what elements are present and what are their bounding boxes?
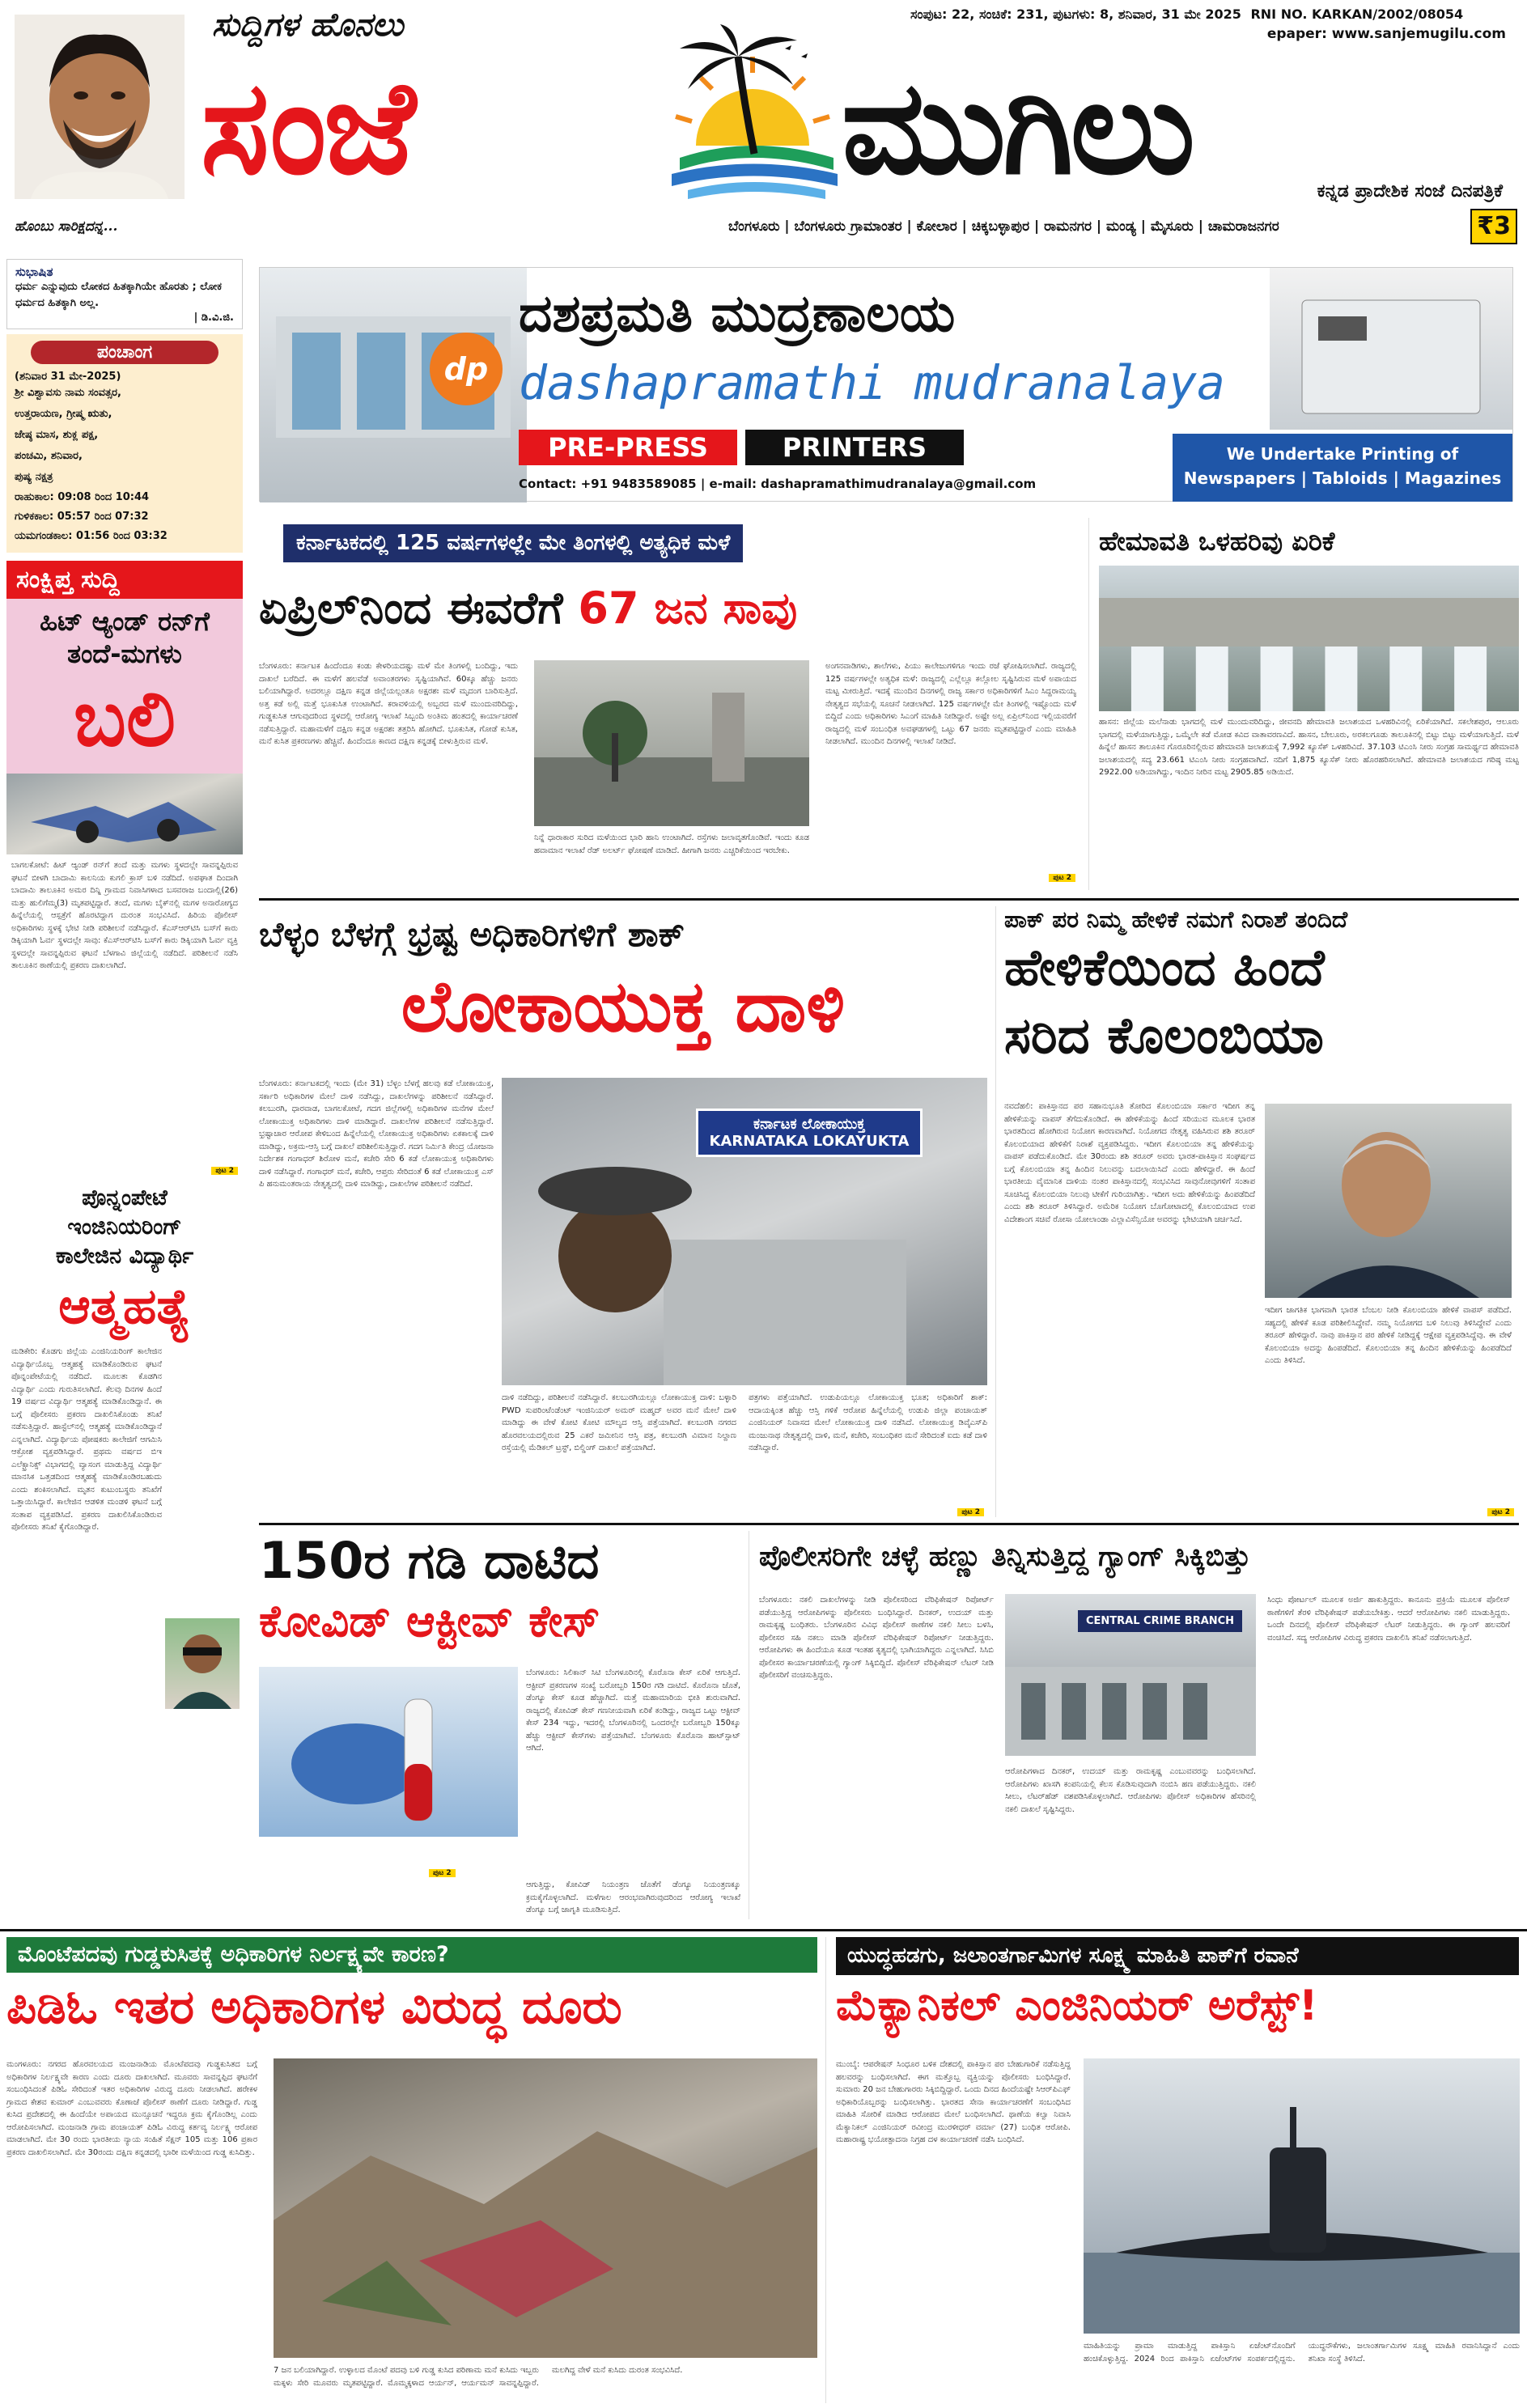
colombia-headline-1: ಹೇಳಿಕೆಯಿಂದ ಹಿಂದೆ	[1004, 938, 1325, 997]
panchanga-item: ಶ್ರೀ ವಿಶ್ವಾವಸು ನಾಮ ಸಂವತ್ಸರ,	[15, 387, 121, 399]
ad-contact: Contact: +91 9483589085 | e-mail: dashapramathimudranalaya@gmail.com	[519, 477, 1037, 491]
engineer-col-1: ಮುಂಬೈ: ಆಪರೇಷನ್ ಸಿಂಧೂರ ಬಳಿಕ ದೇಶದಲ್ಲಿ ಪಾಕಿಸ್ತಾನ ಪರ ಬೇಹುಗಾರಿಕೆ ನಡೆಸುತ್ತಿದ್ದ ಹಲವರನ್ನು ಬಂಧಿಸಲಾಗಿದೆ. ಈಗ ಮತ್ತೊಬ್ಬ ವ್ಯಕ್ತಿಯನ್ನು ಪೊಲೀಸರು ಬಂಧಿಸಿದ್ದಾರೆ. ಸುಮಾರು 20 ಜನ ಬೇಹುಗಾರರು ಸಿಕ್ಕಿಬಿದ್ದಿದ್ದಾರೆ. ಒಂದು ದಿನದ ಹಿಂದೆಯಷ್ಟೇ ಸಿಆರ್‌ಪಿಎಫ್ ಅಧಿಕಾರಿಯೊಬ್ಬರನ್ನು ಬಂಧಿಸಲಾಗಿತ್ತು. ಭಾರತದ ಸೇನಾ ಕಾರ್ಯಾಚರಣೆಗೆ ಸಂಬಂಧಿಸಿದ ಮಾಹಿತಿ ಸೋರಿಕೆ ಮಾಡಿದ ಆರೋಪದ ಮೇಲೆ ಬಂಧಿಸಲಾಗಿದೆ. ಥಾಣೆಯ ಕಲ್ವಾ ನಿವಾಸಿ ಮೆಕ್ಯಾನಿಕಲ್ ಎಂಜಿನಿಯರ್ ರವೀಂದ್ರ ಮುರಳೀಧರ್ ವರ್ಮಾ (27) ಬಂಧಿತ ಆರೋಪಿ. ಮಹಾರಾಷ್ಟ್ರ ಭಯೋತ್ಪಾದನಾ ನಿಗ್ರಹ ದಳ ಕಾರ್ಯಾಚರಣೆ ನಡೆಸಿ ಬಂಧಿಸಿದೆ.	[836, 2060, 1071, 2144]
lokayukta-kicker: ಬೆಳ್ಳಂ ಬೆಳಗ್ಗೆ ಭ್ರಷ್ಟ ಅಧಿಕಾರಿಗಳಿಗೆ ಶಾಕ್	[259, 914, 685, 954]
covid-headline-1: 150ರ ಗಡಿ ದಾಟಿದ	[259, 1531, 600, 1590]
ad-title-kannada: ದಶಪ್ರಮತಿ ಮುದ್ರಣಾಲಯ	[519, 284, 956, 344]
sunset-palm-logo	[664, 24, 842, 210]
brief-head: ತಂದೆ-ಮಗಳು	[67, 638, 182, 669]
pdo-headline: ಪಿಡಿಓ ಇತರ ಅಧಿಕಾರಿಗಳ ವಿರುದ್ಧ ದೂರು	[6, 1979, 622, 2034]
regions-line: ಬೆಂಗಳೂರು | ಬೆಂಗಳೂರು ಗ್ರಾಮಾಂತರ | ಕೋಲಾರ | ಚಿಕ್ಕಬಳ್ಳಾಪುರ | ರಾಮನಗರ | ಮಂಡ್ಯ | ಮೈಸೂರು | ಚಾಮರಾಜನಗರ	[728, 218, 1279, 235]
lokayukta-col-1: ಬೆಂಗಳೂರು: ಕರ್ನಾಟಕದಲ್ಲಿ ಇಂದು (ಮೇ 31) ಬೆಳ್ಳಂ ಬೆಳಗ್ಗೆ ಹಲವು ಕಡೆ ಲೋಕಾಯುಕ್ತ, ಸರ್ಕಾರಿ ಅಧಿಕಾರಿಗಳ ಮೇಲೆ ದಾಳಿ ನಡೆಸಿದ್ದು, ದಾಖಲೆಗಳನ್ನು ಪರಿಶೀಲನೆ ನಡೆಸಿದ್ದಾರೆ. ಕಲಬುರಗಿ, ಧಾರವಾಡ, ಬಾಗಲಕೋಟೆ, ಗದಗ ಜಿಲ್ಲೆಗಳಲ್ಲಿ ಅಧಿಕಾರಿಗಳ ಮನೆಗಳ ಮೇಲೆ ಲೋಕಾಯುಕ್ತ ಅಧಿಕಾರಿಗಳು ದಾಳಿ ಮಾಡಿದ್ದಾರೆ. ದಾಖಲೆಗಳ ಪರಿಶೀಲನೆ ನಡೆಸುತ್ತಿದ್ದಾರೆ. ಭ್ರಷ್ಟಾಚಾರ ಆರೋಪ ಕೇಳಿಬಂದ ಹಿನ್ನೆಲೆಯಲ್ಲಿ ಲೋಕಾಯುಕ್ತ ಅಧಿಕಾರಿಗಳು ಏಕಕಾಲಕ್ಕೆ ದಾಳಿ ಮಾಡಿದ್ದು, ಅಕ್ರಮ-ಆಸ್ತಿ ಬಗ್ಗೆ ದಾಖಲೆ ಪರಿಶೀಲಿಸುತ್ತಿದ್ದಾರೆ. ಗದಗ ನಿರ್ಮಿತಿ ಕೇಂದ್ರ ಯೋಜನಾ ನಿರ್ದೇಶಕ ಗಂಗಾಧರ್ ಶಿರೋಳ ಮನೆ, ಕಚೇರಿ ಸೇರಿ 6 ಕಡೆ ಲೋಕಾಯುಕ್ತ ಅಧಿಕಾರಿಗಳು ದಾಳಿ ನಡೆಸಿದ್ದಾರೆ. ಗಂಗಾಧರ್ ಮನೆ, ಕಚೇರಿ, ಆಪ್ತರು ಸೇರಿದಂತೆ 6 ಕಡೆ ಲೋಕಾಯುಕ್ತ ಎಸ್ ಪಿ ಹನುಮಂತರಾಯ ನೇತೃತ್ವದಲ್ಲಿ ದಾಳಿ ಮಾಡಿದ್ದು, ದಾಖಲೆಗಳ ಪರಿಶೀಲನೆ ನಡೆದಿದೆ.	[259, 1079, 494, 1189]
covid-col-2: ಆಗುತ್ತಿದ್ದು, ಕೋವಿಡ್ ನಿಯಂತ್ರಣ ಜೊತೆಗೆ ಡೆಂಗ್ಯೂ ನಿಯಂತ್ರಣಕ್ಕೂ ಕ್ರಮಕೈಗೊಳ್ಳಲಾಗಿದೆ. ಮಳೆಗಾಲ ಆರಂಭವಾಗಿರುವುದರಿಂದ ಆರೋಗ್ಯ ಇಲಾಖೆ ಡೆಂಗ್ಯೂ ಬಗ್ಗೆ ಜಾಗೃತಿ ಮೂಡಿಸುತ್ತಿದೆ.	[526, 1880, 740, 1914]
divider	[0, 1929, 1527, 1931]
rain-col-1: ಬೆಂಗಳೂರು: ಕರ್ನಾಟಕ ಹಿಂದೆಂದೂ ಕಂಡು ಕೇಳರಿಯದಷ್ಟು ಮಳೆ ಮೇ ತಿಂಗಳಲ್ಲಿ ಬಂದಿದ್ದು, ಇದು ದಾಖಲೆ ಬರೆದಿದೆ. ಈ ಮಳೆಗೆ ಹಲವೆಡೆ ಅವಾಂತರಗಳು ಸೃಷ್ಟಿಯಾಗಿವೆ. 60ಕ್ಕೂ ಹೆಚ್ಚು ಜನರು ಬಲಿಯಾಗಿದ್ದಾರೆ. ಅದರಲ್ಲೂ ದಕ್ಷಿಣ ಕನ್ನಡ ಜಿಲ್ಲೆಯಲ್ಲಂತೂ ಅಕ್ಷರಶಃ ಮಳೆ ಮೃದಂಗ ಬಾರಿಸುತ್ತಿದೆ. ಅತ್ತ ಕಡೆ ಅಲ್ಲಿ ಮತ್ತೆ ಭೂಕುಸಿತ ಉಂಟಾಗಿದೆ. ಕರಾವಳಿಯಲ್ಲಿ ಅಬ್ಬರದ ಮಳೆ ಮುಂದುವರಿದಿದ್ದು, ಗುಡ್ಡಕುಸಿತ ಆಗುವುದರಿಂದ ಸ್ಥಳದಲ್ಲಿ ಆರೋಗ್ಯ ಇಲಾಖೆ ಸಿಬ್ಬಂದಿ ಅಂತಿಮ ಹಂತದಲ್ಲಿ ಕಾರ್ಯಾಚರಣೆ ನಡೆಸುತ್ತಿದ್ದಾರೆ. ಮಹಾಮಳೆಗೆ ದಕ್ಷಿಣ ಕನ್ನಡ ಅಕ್ಷರಶಃ ತತ್ತರಿಸಿ ಹೋಗಿದೆ. ಭೂಕುಸಿತ, ಗೋಡೆ ಕುಸಿತ, ಮನೆ ಕುಸಿತ ಪ್ರಕರಣಗಳು ಹೆಚ್ಚಿವೆ. ಹಿಂದೆಂದೂ ಕಾಣದ ದಕ್ಷಿಣ ಕನ್ನಡಕ್ಕೆ ಬೀಳುತ್ತಿರುವ ಮಳೆ.	[259, 662, 518, 746]
brief-accident-text: ಬಾಗಲಕೋಟೆ: ಹಿಟ್ ಆ್ಯಂಡ್ ರನ್‌ಗೆ ತಂದೆ ಮತ್ತು ಮಗಳು ಸ್ಥಳದಲ್ಲೇ ಸಾವನ್ನಪ್ಪಿರುವ ಘಟನೆ ಬೀಳಗಿ ಬಾದಾಮಿ ಕಾಲನಿಯ ಕುಗಲಿ ಕ್ರಾಸ್ ಬಳಿ ನಡೆದಿದೆ. ಅಪಘಾತ ದಿಂದಾಗಿ ಬಾದಾಮಿ ತಾಲೂಕಿನ ಅಮರ ದಿನ್ನಿ ಗ್ರಾಮದ ನಿವಾಸಿಗಳಾದ ಬಸವರಾಜ ಬಂದಾಲ್ಲಿ(26) ಮತ್ತು ಹುಲಿಗೆಮ್ಮ(3) ಮೃತಪಟ್ಟಿದ್ದಾರೆ. ತಂದೆ, ಮಗಳು ಬೈಕ್‌ನಲ್ಲಿ ಮಗಳ ಅನಾರೋಗ್ಯದ ಹಿನ್ನೆಲೆಯಲ್ಲಿ ಆಸ್ಪತ್ರೆಗೆ ಹೊರಟಿದ್ದಾಗ ದುರಂತ ಸಂಭವಿಸಿದೆ. ಹಿರಿಯ ಪೊಲೀಸ್ ಅಧಿಕಾರಿಗಳು ಸ್ಥಳಕ್ಕೆ ಭೇಟಿ ನೀಡಿ ಪರಿಶೀಲನೆ ನಡೆಸಿದ್ದಾರೆ. ಕೆಎಸ್‌ಆರ್‌ಟಿಸಿ ಬಸ್‌ಗೆ ಕಾರು ಡಿಕ್ಕಿಯಾಗಿ ಓರ್ವ ಸ್ಥಳದಲ್ಲೇ ಸಾವು: ಕೆಎಸ್‌ಆರ್‌ಟಿಸಿ ಬಸ್‌ಗೆ ಕಾರು ಡಿಕ್ಕಿಯಾಗಿ ಓರ್ವ ವ್ಯಕ್ತಿ ಸ್ಥಳದಲ್ಲೇ ಸಾವನ್ನಪ್ಪಿರುವ ಘಟನೆ ಬೆಳಗಾವಿ ಜಿಲ್ಲೆಯಲ್ಲಿ ನಡೆದಿದೆ. ಪರಿಶೀಲನೆ ನಡೆಸಿ ತಾಲೂಕಿನ ಠಾಣೆಯಲ್ಲಿ ಪ್ರಕರಣ ದಾಖಲಾಗಿದೆ.	[11, 861, 238, 970]
masthead-name-left: ಸಂಜೆ	[201, 52, 413, 203]
timing-value: 01:56 ರಿಂದ 03:32	[75, 530, 168, 542]
timing-label: ಯಮಗಂಡಕಾಲ:	[15, 530, 73, 542]
accident-photo	[6, 774, 243, 854]
ad-logo: dp	[430, 333, 503, 405]
timing-row	[15, 527, 235, 546]
continued-tag[interactable]: ಪುಟ 2	[1049, 874, 1075, 882]
panchanga-item: ಜೇಷ್ಠ ಮಾಸ, ಶುಕ್ಲ ಪಕ್ಷ,	[15, 429, 99, 441]
brief-suicide-text: ಮಡಿಕೇರಿ: ಕೊಡಗು ಜಿಲ್ಲೆಯ ಎಂಜಿನಿಯರಿಂಗ್ ಕಾಲೇಜಿನ ವಿದ್ಯಾರ್ಥಿಯೊಬ್ಬ ಆತ್ಮಹತ್ಯೆ ಮಾಡಿಕೊಂಡಿರುವ ಘಟನೆ ಪೊನ್ನಂಪೇಟೆಯಲ್ಲಿ ನಡೆದಿದೆ. ಮೂಲತಃ ಕೊಡಗಿನ ವಿದ್ಯಾರ್ಥಿ ಎಂದು ಗುರುತಿಸಲಾಗಿದೆ. ಕೆಲವು ದಿನಗಳ ಹಿಂದೆ 19 ವರ್ಷದ ವಿದ್ಯಾರ್ಥಿ ಆತ್ಮಹತ್ಯೆ ಮಾಡಿಕೊಂಡಿದ್ದಾನೆ. ಈ ಬಗ್ಗೆ ಪೊಲೀಸರು ಪ್ರಕರಣ ದಾಖಲಿಸಿಕೊಂಡು ತನಿಖೆ ನಡೆಸುತ್ತಿದ್ದಾರೆ. ಹಾಸ್ಟೆಲ್‌ನಲ್ಲಿ ಆತ್ಮಹತ್ಯೆ ಮಾಡಿಕೊಂಡಿದ್ದಾನೆ ಎನ್ನಲಾಗಿದೆ. ವಿದ್ಯಾರ್ಥಿಯ ಪೋಷಕರು ಕಾಲೇಜಿಗೆ ಆಗಮಿಸಿ ಆಕ್ರೋಶ ವ್ಯಕ್ತಪಡಿಸಿದ್ದಾರೆ. ಪ್ರಥಮ ವರ್ಷದ ಬಿಇ ಎಲೆಕ್ಟ್ರಾನಿಕ್ಸ್ ವಿಭಾಗದಲ್ಲಿ ವ್ಯಾಸಂಗ ಮಾಡುತ್ತಿದ್ದ ವಿದ್ಯಾರ್ಥಿ ಮಾನಸಿಕ ಒತ್ತಡದಿಂದ ಆತ್ಮಹತ್ಯೆ ಮಾಡಿಕೊಂಡಿರಬಹುದು ಎಂದು ಶಂಕಿಸಲಾಗಿದೆ. ಮೃತನ ಕುಟುಂಬಸ್ಥರು ತನಿಖೆಗೆ ಒತ್ತಾಯಿಸಿದ್ದಾರೆ. ಕಾಲೇಜಿನ ಆಡಳಿತ ಮಂಡಳಿ ಘಟನೆ ಬಗ್ಗೆ ಸಂತಾಪ ವ್ಯಕ್ತಪಡಿಸಿದೆ. ಪ್ರಕರಣ ದಾಖಲಿಸಿಕೊಂಡಿರುವ ಪೊಲೀಸರು ತನಿಖೆ ಕೈಗೊಂಡಿದ್ದಾರೆ.	[11, 1347, 162, 1532]
tharoor-photo	[1265, 1104, 1512, 1298]
subhashita-text: ಧರ್ಮ ಎನ್ನುವುದು ಲೋಕದ ಹಿತಕ್ಕಾಗಿಯೇ ಹೊರತು ; ಲೋಕ ಧರ್ಮದ ಹಿತಕ್ಕಾಗಿ ಅಲ್ಲ.	[15, 281, 223, 309]
story-pdo	[6, 1937, 817, 2403]
gang-col-1: ಬೆಂಗಳೂರು: ನಕಲಿ ದಾಖಲೆಗಳನ್ನು ನೀಡಿ ಪೊಲೀಸರಿಂದ ವೆರಿಫಿಕೇಷನ್ ರಿಪೋರ್ಟ್ ಪಡೆಯುತ್ತಿದ್ದ ಆರೋಪಿಗಳನ್ನು ಪೊಲೀಸರು ಬಂಧಿಸಿದ್ದಾರೆ. ದಿನಕರ್, ಉದಯ್ ಮತ್ತು ರಾಮಕೃಷ್ಣ ಬಂಧಿತರು. ಬೆಂಗಳೂರಿನ ವಿವಿಧ ಪೊಲೀಸ್ ಠಾಣೆಗಳ ನಕಲಿ ಸೀಲು ಬಳಸಿ, ಪೊಲೀಸರ ಸಹಿ ನಕಲು ಮಾಡಿ ಪೊಲೀಸ್ ವೆರಿಫಿಕೇಷನ್ ರಿಪೋರ್ಟ್ ನೀಡುತ್ತಿದ್ದರು. ಆರೋಪಿಗಳು ಈ ಹಿಂದೆಯೂ ಕೂಡ ಇಂತಹ ಕೃತ್ಯದಲ್ಲಿ ಭಾಗಿಯಾಗಿದ್ದರು ಎನ್ನಲಾಗಿದೆ. ಸಿಸಿಬಿ ಪೊಲೀಸರ ಕಾರ್ಯಾಚರಣೆಯಲ್ಲಿ ಗ್ಯಾಂಗ್ ಸಿಕ್ಕಿಬಿದ್ದಿದೆ. ಪೊಲೀಸ್ ವೆರಿಫಿಕೇಷನ್ ಲೆಟರ್ ನೀಡಿ ಪೊಲೀಸರಿಗೆ ವಂಚಿಸುತ್ತಿದ್ದರು.	[759, 1596, 994, 1680]
ad-promo	[1173, 434, 1512, 502]
engineer-kicker: ಯುದ್ಧಹಡಗು, ಜಲಾಂತರ್ಗಾಮಿಗಳ ಸೂಕ್ಷ್ಮ ಮಾಹಿತಿ ಪಾಕ್‌ಗೆ ರವಾನೆ	[836, 1937, 1519, 1975]
panchanga-title: ಪಂಚಾಂಗ	[31, 341, 218, 364]
gang-col-3: ಸಿಂಧು ಪೋರ್ಟಲ್ ಮೂಲಕ ಅರ್ಜಿ ಹಾಕುತ್ತಿದ್ದರು. ಕಾನೂನು ಪ್ರಕ್ರಿಯೆ ಮೂಲಕ ಪೊಲೀಸ್ ಠಾಣೆಗಳಿಗೆ ತೆರಳಿ ವೆರಿಫಿಕೇಷನ್ ಪಡೆಯಬೇಕಿತ್ತು. ಆದರೆ ಆರೋಪಿಗಳು ನಕಲಿ ಮಾಡುತ್ತಿದ್ದರು. ಒಂದೇ ದಿನದಲ್ಲಿ ಪೊಲೀಸ್ ವೆರಿಫಿಕೇಷನ್ ಲೆಟರ್ ನೀಡುತ್ತಿದ್ದರು. ಈ ಗ್ಯಾಂಗ್ ಹಲವರಿಗೆ ವಂಚಿಸಿದೆ. ಸದ್ಯ ಆರೋಪಿಗಳ ವಿರುದ್ಧ ಪ್ರಕರಣ ದಾಖಲಿಸಿ ತನಿಖೆ ನಡೆಸಲಾಗುತ್ತಿದೆ.	[1267, 1596, 1510, 1643]
gang-headline: ಪೊಲೀಸರಿಗೇ ಚಳ್ಳೆ ಹಣ್ಣು ತಿನ್ನಿಸುತ್ತಿದ್ದ ಗ್ಯಾಂಗ್ ಸಿಕ್ಕಿಬಿತ್ತು	[759, 1541, 1251, 1573]
masthead	[0, 0, 1527, 257]
divider	[259, 898, 1519, 901]
rain-headline-a: ಏಪ್ರಿಲ್‌ನಿಂದ ಈವರೆಗೆ	[259, 583, 579, 634]
epaper-link[interactable]: epaper: www.sanjemugilu.com	[1266, 26, 1506, 42]
brief-big-word: ಆತ್ಮಹತ್ಯೆ	[58, 1278, 191, 1335]
story-engineer	[825, 1937, 1519, 2403]
panchanga-date: (ಶನಿವಾರ 31 ಮೇ-2025)	[15, 371, 121, 383]
story-gang	[749, 1531, 1519, 1919]
founder-signature: ಹೊಂಬು ಸಾರಿಕ್ಷದನ್ನ...	[15, 218, 118, 235]
continued-tag[interactable]: ಪುಟ 2	[1487, 1508, 1514, 1516]
lokayukta-col-3: ಪತ್ರಗಳು ಪತ್ತೆಯಾಗಿದೆ. ಉಡುಪಿಯಲ್ಲೂ ಲೋಕಾಯುಕ್ತ ಭೂತ; ಅಧಿಕಾರಿಗೆ ಶಾಕ್: ಆದಾಯಕ್ಕಿಂತ ಹೆಚ್ಚು ಆಸ್ತಿ ಗಳಿಕೆ ಆರೋಪ ಹಿನ್ನೆಲೆಯಲ್ಲಿ ಉಡುಪಿ ಜಿಲ್ಲಾ ಪಂಚಾಯತ್ ಎಂಜಿನಿಯರ್ ನಿವಾಸದ ಮೇಲೆ ಲೋಕಾಯುಕ್ತ ದಾಳಿ ನಡೆಸಿದೆ. ಲೋಕಾಯುಕ್ತ ಡಿವೈಎಸ್‌ಪಿ ಮಂಜುನಾಥ ನೇತೃತ್ವದಲ್ಲಿ ದಾಳಿ, ಮನೆ, ಕಚೇರಿ, ಸಂಬಂಧಿಕರ ಮನೆ ಸೇರಿದಂತೆ ಐದು ಕಡೆ ದಾಳಿ ನಡೆಸಿದ್ದಾರೆ.	[749, 1393, 987, 1452]
lokayukta-sign-kn: ಕರ್ನಾಟಕ ಲೋಕಾಯುಕ್ತ	[753, 1116, 866, 1133]
ad-btn-printers: PRINTERS	[745, 430, 964, 465]
hemavathi-text: ಹಾಸನ: ಜಿಲ್ಲೆಯ ಮಲೆನಾಡು ಭಾಗದಲ್ಲಿ ಮಳೆ ಮುಂದುವರಿದಿದ್ದು, ಜೀವನದಿ ಹೇಮಾವತಿ ಜಲಾಶಯದ ಒಳಹರಿವಿನಲ್ಲಿ ಏರಿಕೆಯಾಗಿದೆ. ಸಕಲೇಶಪುರ, ಆಲೂರು ಭಾಗದಲ್ಲಿ ಮಳೆಯಾಗುತ್ತಿದ್ದು, ಒಮ್ಮೆಲೇ ಕಡೆ ಮೋಡ ಕವಿದ ವಾತಾವರಣವಿದೆ. ಹಾಸನ, ಬೇಲೂರು, ಅರಕಲಗೂಡು ತಾಲೂಕಿನಲ್ಲಿ ಬಿಟ್ಟು ಬಿಟ್ಟು ಮಳೆಯಾಗುತ್ತಿದೆ. ಮಳೆ ಹಿನ್ನೆಲೆ ಹಾಸನ ತಾಲೂಕಿನ ಗೊರೂರಿನಲ್ಲಿರುವ ಹೇಮಾವತಿ ಜಲಾಶಯಕ್ಕೆ 7,992 ಕ್ಯೂಸೆಕ್ ಒಳಹರಿವಿದೆ. 37.103 ಟಿಎಂಸಿ ನೀರು ಸಂಗ್ರಹ ಸಾಮರ್ಥ್ಯದ ಹೇಮಾವತಿ ಜಲಾಶಯದಲ್ಲಿ ಸದ್ಯ 23.661 ಟಿಎಂಸಿ ನೀರು ಸಂಗ್ರಹವಾಗಿದೆ. ನದಿಗೆ 1,875 ಕ್ಯೂಸೆಕ್ ನೀರು ಹೊರಹರಿಸಲಾಗಿದೆ. ಹೇಮಾವತಿ ಜಲಾಶಯದ ಗರಿಷ್ಠ ಮಟ್ಟ 2922.00 ಅಡಿಯಾಗಿದ್ದು, ಇಂದಿನ ನೀರಿನ ಮಟ್ಟ 2905.85 ಅಡಿಯಿದೆ.	[1099, 718, 1519, 777]
subhashita-author: | ಡಿ.ವಿ.ಜಿ.	[193, 312, 234, 324]
rain-photo	[534, 660, 809, 826]
story-covid	[259, 1531, 740, 1919]
brief-big-word: ಬಲಿ	[73, 673, 176, 764]
pdo-photo-caption: 7 ಜನ ಬಲಿಯಾಗಿದ್ದಾರೆ. ಉಳ್ಳಾಲದ ಮೊಂಟೆ ಪದವು ಬಳಿ ಗುಡ್ಡ ಕುಸಿದ ಪರಿಣಾಮ ಮನೆ ಕುಸಿದು ಇಬ್ಬರು ಮಕ್ಕಳು ಸೇರಿ ಮೂವರು ಮೃತಪಟ್ಟಿದ್ದಾರೆ. ಮೊಮ್ಮಕ್ಕಳಾದ ಆರ್ಯನ್, ಆರ್ಯಮನ್ ಸಾವನ್ನಪ್ಪಿದ್ದಾರೆ. ಮಲಗಿದ್ದ ವೇಳೆ ಮನೆ ಕುಸಿದು ದುರಂತ ಸಂಭವಿಸಿದೆ.	[274, 2366, 683, 2388]
student-photo	[165, 1618, 240, 1709]
lokayukta-sign-en: KARNATAKA LOKAYUKTA	[709, 1133, 910, 1150]
panchanga-box	[6, 334, 243, 553]
brief-head: ಕಾಲೇಜಿನ ವಿದ್ಯಾರ್ಥಿ	[55, 1244, 194, 1269]
masthead-tagline: ಸುದ್ದಿಗಳ ಹೊನಲು	[212, 6, 404, 44]
timing-label: ಗುಳಿಕಕಾಲ:	[15, 511, 54, 523]
rain-headline	[259, 583, 797, 634]
pdo-col-1: ಮಂಗಳೂರು: ನಗರದ ಹೊರವಲಯದ ಮಂಜನಾಡಿಯ ಮೊಂಟೆಪದವು ಗುಡ್ಡಕುಸಿತದ ಬಗ್ಗೆ ಅಧಿಕಾರಿಗಳ ನಿರ್ಲಕ್ಷ್ಯವೇ ಕಾರಣ ಎಂದು ದೂರು ದಾಖಲಾಗಿದೆ. ಮೂವರು ಸಾವನ್ನಪ್ಪಿದ ಘಟನೆಗೆ ಸಂಬಂಧಿಸಿದಂತೆ ಪಿಡಿಓ ಸೇರಿದಂತೆ ಇತರ ಅಧಿಕಾರಿಗಳ ವಿರುದ್ಧ ದೂರು ನೀಡಲಾಗಿದೆ. ಹರೇಕಳ ಗ್ರಾಮದ ಕೇಶವ ಕುಮಾರ್ ಎಂಬುವವರು ಕೊಣಾಜೆ ಪೊಲೀಸ್ ಠಾಣೆಗೆ ದೂರು ನೀಡಿದ್ದಾರೆ. ಗುಡ್ಡ ಕುಸಿದ ಪ್ರದೇಶದಲ್ಲಿ ಈ ಹಿಂದೆಯೇ ಅಪಾಯದ ಮುನ್ಸೂಚನೆ ಇದ್ದರೂ ಕ್ರಮ ಕೈಗೊಂಡಿಲ್ಲ ಎಂದು ಆರೋಪಿಸಲಾಗಿದೆ. ಮಂಜನಾಡಿ ಗ್ರಾಮ ಪಂಚಾಯತ್ ಪಿಡಿಓ ವಿರುದ್ಧ ಕರ್ತವ್ಯ ನಿರ್ಲಕ್ಷ್ಯ ಆರೋಪ ಮಾಡಲಾಗಿದೆ. ಮೇ 30 ರಂದು ಭಾರತೀಯ ನ್ಯಾಯ ಸಂಹಿತೆ ಸೆಕ್ಷನ್ 105 ಮತ್ತು 106 ಪ್ರಕಾರ ಪ್ರಕರಣ ದಾಖಲಿಸಲಾಗಿದೆ. ಮೇ 30ರಂದು ದಕ್ಷಿಣ ಕನ್ನಡದಲ್ಲಿ ಭಾರೀ ಮಳೆಯಿಂದ ಗುಡ್ಡ ಕುಸಿದಿತ್ತು.	[6, 2060, 257, 2157]
continued-tag[interactable]: ಪುಟ 2	[429, 1869, 456, 1877]
story-rain	[259, 518, 1080, 890]
continued-tag[interactable]: ಪುಟ 2	[957, 1508, 984, 1516]
colombia-kicker: ಪಾಕ್ ಪರ ನಿಮ್ಮ ಹೇಳಿಕೆ ನಮಗೆ ನಿರಾಶೆ ತಂದಿದೆ	[1004, 906, 1348, 933]
panchanga-item: ಪುಷ್ಯ ನಕ್ಷತ್ರ	[15, 471, 53, 483]
colombia-headline-2: ಸರಿದ ಕೊಲಂಬಿಯಾ	[1004, 1006, 1324, 1065]
rain-headline-b: 67 ಜನ ಸಾವು	[578, 583, 798, 634]
ad-banner[interactable]	[259, 267, 1513, 502]
engineer-photo-caption: ಮಾಹಿತಿಯನ್ನು ಪ್ರಾಮಾ ಮಾಡುತ್ತಿದ್ದ ಪಾಕಿಸ್ತಾನಿ ಏಜೆಂಟ್‌ನೊಂದಿಗೆ ಹಂಚಿಕೊಳ್ಳುತ್ತಿದ್ದ. 2024 ರಿಂದ ಪಾಕಿಸ್ತಾನಿ ಏಜೆಂಟ್‌ಗಳ ಸಂಪರ್ಕದಲ್ಲಿದ್ದನು. ಯುದ್ಧನೌಕೆಗಳು, ಜಲಾಂತರ್ಗಾಮಿಗಳ ಸೂಕ್ಷ್ಮ ಮಾಹಿತಿ ರವಾನಿಸಿದ್ದಾನೆ ಎಂದು ತನಿಖಾ ಸಂಸ್ಥೆ ತಿಳಿಸಿದೆ.	[1084, 2342, 1520, 2363]
lokayukta-col-2: ದಾಳಿ ನಡೆದಿದ್ದು, ಪರಿಶೀಲನೆ ನಡೆಸಿದ್ದಾರೆ. ಕಲಬುರಗಿಯಲ್ಲೂ ಲೋಕಾಯುಕ್ತ ದಾಳಿ: ಬಳ್ಳಾರಿ PWD ಸುಪರಿಂಟೆಂಡೆಂಟ್ ಇಂಜಿನಿಯರ್ ಅಮರ್ ಮಹ್ಮದ್ ಅವರ ಮನೆ ಮೇಲೆ ದಾಳಿ ಮಾಡಿದ್ದು ಈ ವೇಳೆ ಕೋಟಿ ಕೋಟಿ ಮೌಲ್ಯದ ಆಸ್ತಿ ಪತ್ತೆಯಾಗಿದೆ. ಕಲಬುರಗಿ ನಗರದ ಹೊರವಲಯದಲ್ಲಿರುವ 25 ಎಕರೆ ಜಮೀನಿನ ಆಸ್ತಿ ಪತ್ರ, ಕಲಬುರಗಿ ವಿಮಾನ ನಿಲ್ದಾಣ ರಸ್ತೆಯಲ್ಲಿ ಮೆಡಿಕಲ್ ಟ್ರಸ್ಟ್, ಬಿಲ್ಡಿಂಗ್ ದಾಖಲೆ ಪತ್ತೆಯಾಗಿದೆ.	[502, 1393, 736, 1452]
subhashita-title: ಸುಭಾಷಿತ	[15, 265, 53, 279]
hemavathi-headline: ಹೇಮಾವತಿ ಒಳಹರಿವು ಏರಿಕೆ	[1099, 526, 1335, 557]
brief-section-title: ಸಂಕ್ಷಿಪ್ತ ಸುದ್ದಿ	[6, 561, 243, 599]
price-badge: ₹3	[1470, 209, 1517, 244]
panchanga-item: ಪಂಚಮಿ, ಶನಿವಾರ,	[15, 450, 83, 462]
landslide-photo	[274, 2058, 817, 2358]
ad-photo-right	[1270, 268, 1512, 430]
subhashita-box	[6, 259, 243, 329]
colombia-photo-caption: ಇದೀಗ ಜಾಗತಿಕ ಭಾಗವಾಗಿ ಭಾರತ ಬೆಂಬಲ ನೀಡಿ ಕೊಲಂಬಿಯಾ ಹೇಳಿಕೆ ವಾಪಸ್ ಪಡೆದಿದೆ. ಸಹ್ಯದಲ್ಲಿ ಹೇಳಿಕೆ ಕೂಡ ಪರಿಶೀಲಿಸಿದ್ದೇವೆ. ನಮ್ಮ ನಿಯೋಗದ ಬಳಿ ನಿಲುವು ತಿಳಿಸಿದ್ದೇವೆ ಎಂದು ತರೂರ್ ಹೇಳಿದ್ದಾರೆ. ನಾವು ಪಾಕಿಸ್ತಾನ ಪರ ಹೇಳಿಕೆ ನೀಡಿದ್ದಕ್ಕೆ ಆಕ್ಷೇಪ ವ್ಯಕ್ತಪಡಿಸಿದ್ದೆವು. ಈ ವೇಳೆ ಕೊಲಂಬಿಯಾ ಅದನ್ನು ಹಿಂಪಡೆದಿದೆ. ಕೊಲಂಬಿಯಾ ತನ್ನ ಹಿಂದಿನ ಹೇಳಿಕೆಯನ್ನು ಹಿಂಪಡೆದಿದೆ ಎಂದು ತಿಳಿಸಿದೆ.	[1265, 1306, 1512, 1365]
timing-value: 05:57 ರಿಂದ 07:32	[57, 511, 149, 523]
ad-title-english: dashapramathi mudranalaya	[519, 355, 1225, 410]
brief-item-suicide	[6, 1184, 243, 1342]
timing-row	[15, 507, 235, 527]
ad-promo-line1: We Undertake Printing of	[1226, 444, 1459, 464]
rain-photo-caption: ನಿನ್ನೆ ಧಾರಾಕಾರ ಸುರಿದ ಮಳೆಯಿಂದ ಭಾರಿ ಹಾನಿ ಉಂಟಾಗಿದೆ. ರಸ್ತೆಗಳು ಜಲಾವೃತಗೊಂಡಿವೆ. ಇಂದು ಕೂಡ ಹವಾಮಾನ ಇಲಾಖೆ ರೆಡ್ ಅಲರ್ಟ್ ಘೋಷಣೆ ಮಾಡಿದೆ. ಹೀಗಾಗಿ ಜನರು ಎಚ್ಚರಿಕೆಯಿಂದ ಇರಬೇಕು.	[534, 833, 809, 855]
story-hemavathi	[1088, 518, 1519, 890]
issue-details: ಸಂಪುಟ: 22, ಸಂಚಿಕೆ: 231, ಪುಟಗಳು: 8, ಶನಿವಾರ, 31 ಮೇ 2025	[910, 6, 1241, 22]
colombia-col-1: ನವದೆಹಲಿ: ಪಾಕಿಸ್ತಾನದ ಪರ ಸಹಾನುಭೂತಿ ತೋರಿದ ಕೊಲಂಬಿಯಾ ಸರ್ಕಾರ ಇದೀಗ ತನ್ನ ಹೇಳಿಕೆಯನ್ನು ವಾಪಸ್ ತೆಗೆದುಕೊಂಡಿದೆ. ಈ ಹೇಳಿಕೆಯನ್ನು ಹಿಂದೆ ಸರಿಯುವ ಮೂಲಕ ಭಾರತ ಭಾರತದಿಂದ ಹೋಗಿರುವ ನಿಯೋಗ ಕಾರಣವಾಗಿದೆ. ನಿಯೋಗದ ನೇತೃತ್ವ ವಹಿಸಿರುವ ಶಶಿ ತರೂರ್ ಕೊಲಂಬಿಯಾದ ಹೇಳಿಕೆಗೆ ನಿರಾಶೆ ವ್ಯಕ್ತಪಡಿಸಿದ್ದರು. ಇದೀಗ ಕೊಲಂಬಿಯಾ ತನ್ನ ಹೇಳಿಕೆಯನ್ನು ವಾಪಸ್ ಪಡೆದುಕೊಂಡಿದೆ. ಮೇ 30ರಂದು ಶಶಿ ತರೂರ್ ಅವರು ಭಾರತ-ಪಾಕಿಸ್ತಾನ ಸಂಘರ್ಷದ ಬಗ್ಗೆ ಕೊಲಂಬಿಯಾ ತನ್ನ ಹಿಂದಿನ ನಿಲುವನ್ನು ಬದಲಾಯಿಸಿದೆ ಎಂದು ಹೇಳಿದ್ದಾರೆ. ಈ ಹಿಂದೆ ಭಾರತೀಯ ವೈಮಾನಿಕ ದಾಳಿಯ ನಂತರ ಪಾಕಿಸ್ತಾನದಲ್ಲಿ ಸಂಭವಿಸಿದ ಸಾವುನೋವುಗಳಿಗೆ ಸಂತಾಪ ಸೂಚಿಸಿದ್ದ ಕೊಲಂಬಿಯಾ ನಿಲುವು ಟೀಕೆಗೆ ಗುರಿಯಾಗಿತ್ತು. ಇದೀಗ ಅದು ಹೇಳಿಕೆಯನ್ನು ಹಿಂಪಡೆದಿದೆ ಎಂದು ಶಶಿ ತರೂರ್ ತಿಳಿಸಿದ್ದಾರೆ. ಅಮೆರಿಕ ನಿಯೋಗ ಬೊಗೋಟಾದಲ್ಲಿ ಕೊಲಂಬಿಯಾದ ಉಪ ವಿದೇಶಾಂಗ ಸಚಿವೆ ರೋಸಾ ಯೋಲಾಂಡಾ ವಿಲ್ಲಾವಿಸೆನ್ಸಿಯೋ ಅವರನ್ನು ಭೇಟಿಯಾಗಿ ಚರ್ಚಿಸಿದೆ.	[1004, 1102, 1255, 1224]
rni-number: RNI NO. KARKAN/2002/08054	[1250, 6, 1464, 22]
panchanga-list	[15, 383, 235, 488]
gang-col-2: ಆರೋಪಿಗಳಾದ ದಿನಕರ್, ಉದಯ್ ಮತ್ತು ರಾಮಕೃಷ್ಣ ಎಂಬುವವರನ್ನು ಬಂಧಿಸಲಾಗಿದೆ. ಆರೋಪಿಗಳು ಖಾಸಗಿ ಕಂಪನಿಯಲ್ಲಿ ಕೆಲಸ ಕೊಡಿಸುವುದಾಗಿ ನಂಬಿಸಿ ಹಣ ಪಡೆಯುತ್ತಿದ್ದರು. ನಕಲಿ ಸೀಲು, ಲೆಟರ್‌ಹೆಡ್ ವಶಪಡಿಸಿಕೊಳ್ಳಲಾಗಿದೆ. ಆರೋಪಿಗಳು ಪೊಲೀಸ್ ಅಧಿಕಾರಿಗಳ ಹೆಸರಿನಲ್ಲಿ ನಕಲಿ ದಾಖಲೆ ಸೃಷ್ಟಿಸಿದ್ದರು.	[1005, 1767, 1256, 1814]
pdo-kicker: ಮೊಂಟೆಪದವು ಗುಡ್ಡಕುಸಿತಕ್ಕೆ ಅಧಿಕಾರಿಗಳ ನಿರ್ಲಕ್ಷ್ಯವೇ ಕಾರಣ?	[6, 1937, 817, 1973]
panchanga-item: ಉತ್ತರಾಯಣ, ಗ್ರೀಷ್ಮ ಋತು,	[15, 408, 112, 420]
lokayukta-photo	[502, 1078, 987, 1385]
lokayukta-sign	[696, 1109, 923, 1157]
ccb-photo	[1005, 1594, 1256, 1756]
lokayukta-headline: ಲೋಕಾಯುಕ್ತ ದಾಳಿ	[401, 964, 846, 1048]
brief-head: ಇಂಜಿನಿಯರಿಂಗ್	[67, 1215, 182, 1240]
brief-head: ಪೊನ್ನಂಪೇಟೆ	[82, 1185, 168, 1210]
ccb-sign: CENTRAL CRIME BRANCH	[1078, 1610, 1242, 1632]
engineer-headline: ಮೆಕ್ಯಾನಿಕಲ್ ಎಂಜಿನಿಯರ್ ಅರೆಸ್ಟ್!	[836, 1982, 1318, 2030]
founder-portrait	[15, 15, 185, 199]
brief-head: ಹಿಟ್ ಆ್ಯಂಡ್ ರನ್‌ಗೆ	[40, 606, 210, 637]
timing-label: ರಾಹುಕಾಲ:	[15, 491, 54, 503]
covid-col-1: ಬೆಂಗಳೂರು: ಸಿಲಿಕಾನ್ ಸಿಟಿ ಬೆಂಗಳೂರಿನಲ್ಲಿ ಕೊರೊನಾ ಕೇಸ್ ಏರಿಕೆ ಆಗುತ್ತಿದೆ. ಆಕ್ಟೀವ್ ಪ್ರಕರಣಗಳ ಸಂಖ್ಯೆ ಬರೋಬ್ಬರಿ 150ರ ಗಡಿ ದಾಟಿದೆ. ಕೊರೊನಾ ಜೊತೆ, ಡೆಂಗ್ಯೂ ಕೇಸ್ ಕೂಡ ಹೆಚ್ಚಾಗಿದೆ. ಮತ್ತೆ ಮಹಾಮಾರಿಯ ಭೀತಿ ಶುರುವಾಗಿದೆ. ರಾಜ್ಯದಲ್ಲಿ ಕೋವಿಡ್ ಕೇಸ್ ಗಣನೀಯವಾಗಿ ಏರಿಕೆ ಕಂಡಿದ್ದು, ರಾಜ್ಯದ ಒಟ್ಟು ಆಕ್ಟೀವ್ ಕೇಸ್ 234 ಇದ್ದು, ಇದರಲ್ಲಿ ಬೆಂಗಳೂರಿನಲ್ಲಿ ಒಂದರಲ್ಲೇ ಬರೋಬ್ಬರಿ 150ಕ್ಕೂ ಹೆಚ್ಚು ಆಕ್ಟೀವ್ ಕೇಸ್‌ಗಳು ಪತ್ತೆಯಾಗಿವೆ. ಬೆಂಗಳೂರು ಕೊರೊನಾ ಹಾಟ್‌ಸ್ಪಾಟ್ ಆಗಿದೆ.	[526, 1668, 740, 1753]
continued-tag[interactable]: ಪುಟ 2	[211, 1167, 238, 1175]
rain-col-3: ಅಂಗನವಾಡಿಗಳು, ಶಾಲೆಗಳು, ಪಿಯು ಕಾಲೇಜುಗಳಿಗೂ ಇಂದು ರಜೆ ಘೋಷಿಸಲಾಗಿದೆ. ರಾಜ್ಯದಲ್ಲಿ 125 ವರ್ಷಗಳಲ್ಲೇ ಅತ್ಯಧಿಕ ಮಳೆ: ರಾಜ್ಯದಲ್ಲಿ ಎಲ್ಲೆಲ್ಲೂ ಕಲ್ಲೋಲ ಸೃಷ್ಟಿಸಿರುವ ಮಳೆ ಅಪಾಯದ ಮಟ್ಟ ಮೀರುತ್ತಿದೆ. ಇದಕ್ಕೆ ಮುಂದಿನ ದಿನಗಳಲ್ಲಿ ರಾಜ್ಯ ಸರ್ಕಾರ ಅಧಿಕಾರಿಗಳಿಗೆ ಸಿಎಂ ಸಿದ್ದರಾಮಯ್ಯ ನೇತೃತ್ವದ ಸಭೆಯಲ್ಲಿ ಸೂಚನೆ ನೀಡಲಾಗಿದೆ. 125 ವರ್ಷಗಳಲ್ಲೇ ಮೇ ತಿಂಗಳಲ್ಲಿ ಇಷ್ಟೊಂದು ಮಳೆ ಬಿದ್ದಿದೆ ಎಂದು ಅಧಿಕಾರಿಗಳು ಸಿಎಂಗೆ ಮಾಹಿತಿ ನೀಡಿದ್ದಾರೆ. ಅಷ್ಟೇ ಅಲ್ಲ ಏಪ್ರಿಲ್‌ನಿಂದ ಇಲ್ಲಿಯವರೆಗೆ ರಾಜ್ಯದಲ್ಲಿ ಮಳೆ ಸಂಬಂಧಿತ ಅವಘಡಗಳಲ್ಲಿ ಒಟ್ಟು 67 ಜನರು ಮೃತಪಟ್ಟಿದ್ದಾರೆ ಎಂದು ಮಾಹಿತಿ ನೀಡಲಾಗಿದೆ. ಮುಂದಿನ ದಿನಗಳಲ್ಲಿ ಇಲಾಖೆ ನೀಡಿದೆ.	[825, 662, 1076, 746]
issue-info	[910, 6, 1463, 23]
timing-value: 09:08 ರಿಂದ 10:44	[57, 491, 150, 503]
ad-promo-line2: Newspapers | Tabloids | Magazines	[1183, 468, 1502, 488]
rain-kicker: ಕರ್ನಾಟಕದಲ್ಲಿ 125 ವರ್ಷಗಳಲ್ಲೇ ಮೇ ತಿಂಗಳಲ್ಲಿ ಅತ್ಯಧಿಕ ಮಳೆ	[283, 524, 743, 562]
story-lokayukta	[259, 906, 987, 1517]
divider	[259, 1523, 1519, 1525]
submarine-photo	[1084, 2058, 1520, 2334]
dam-photo	[1099, 566, 1519, 711]
covid-photo	[259, 1667, 518, 1837]
brief-item-accident	[6, 599, 243, 774]
ad-btn-prepress: PRE-PRESS	[519, 430, 737, 465]
paper-subtitle: ಕನ್ನಡ ಪ್ರಾದೇಶಿಕ ಸಂಜೆ ದಿನಪತ್ರಿಕೆ	[1317, 181, 1503, 201]
timing-row	[15, 488, 235, 507]
masthead-name-right: ಮುಗಿಲು	[842, 52, 1193, 203]
covid-headline-2: ಕೋವಿಡ್ ಆಕ್ಟೀವ್ ಕೇಸ್	[259, 1596, 600, 1647]
story-colombia	[995, 906, 1519, 1517]
